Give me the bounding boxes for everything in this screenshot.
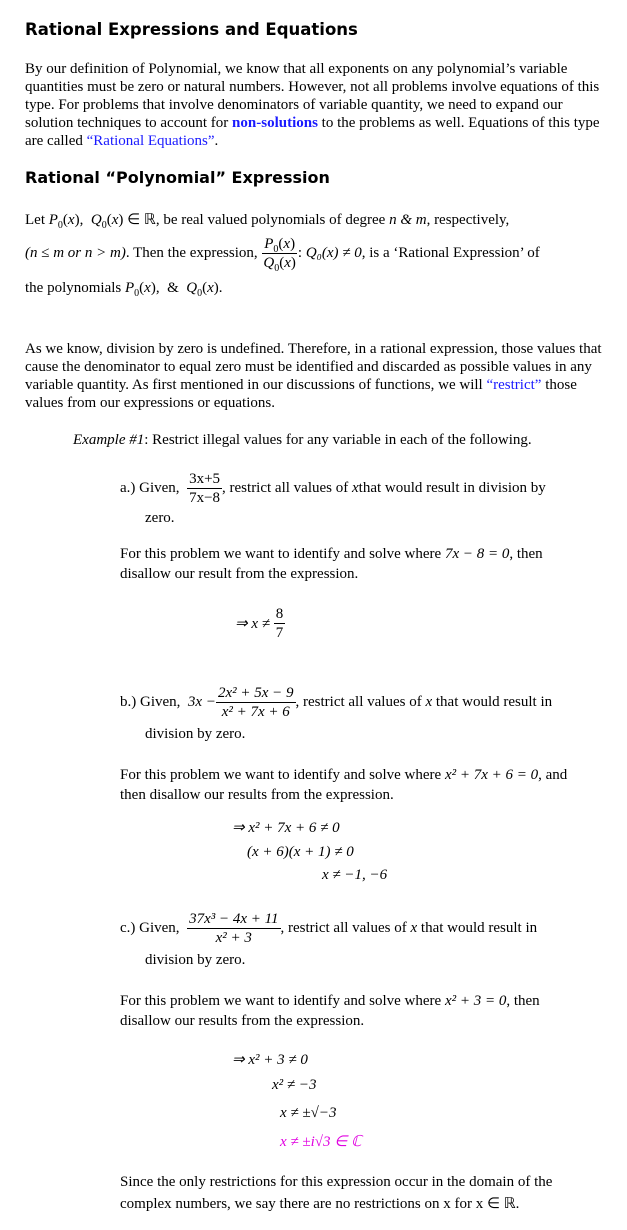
intro-text-middle: to the problems as well. Equations of this type are called [25,115,600,149]
line3-end: . [218,280,223,296]
definition-line-2-end: , is a ‘Rational Expression’ of [361,244,540,261]
part-b-explain-2: then disallow our results from the expression. [120,787,394,803]
definition-text: , be real valued polynomials of degree [155,212,386,228]
definition-end: , respectively, [426,212,510,228]
part-c-var: x [410,919,418,936]
part-b-explain-text: For this problem we want to identify and solve where [120,767,442,783]
part-b-division: division by zero. [145,726,246,742]
part-c-explain-text: For this problem we want to identify and solve where [120,993,442,1009]
part-b-step-3: x ≠ −1, −6 [322,867,388,883]
nonzero-condition: Q₀(x) ≠ 0 [305,244,362,261]
part-c-division: division by zero. [145,952,246,968]
part-c-step-2: x² ≠ −3 [272,1077,317,1093]
example-heading [73,432,532,449]
part-c-label: c.) Given, [120,919,180,936]
part-c-explain-end: , then [506,993,540,1009]
part-b-text2: that would result in [435,693,553,710]
part-a-numerator: 3x+5 [189,470,221,487]
division-text-end: those values from our expressions or equations. [25,377,577,411]
part-a-given [120,467,546,509]
part-c-step-4: x ≠ ±i√3 ∈ ℂ [280,1134,362,1150]
intro-text-end: . [214,133,219,149]
part-a-denominator: 7x−8 [189,489,221,506]
part-c-denominator: x² + 3 [215,929,252,946]
part-b-step-2: (x + 6)(x + 1) ≠ 0 [247,844,354,860]
part-a-text2: that would result in division by [358,479,546,496]
part-a-result-fraction [274,605,286,642]
part-c-given [120,906,537,950]
degree-symbols: n & m [389,212,427,228]
page-title: Rational Expressions and Equations [25,20,358,39]
part-b-fraction [216,684,296,721]
definition-line-3: the polynomials $P_0(x)$, & $Q_0(x)$. [25,280,223,299]
non-solutions-link[interactable]: non-solutions [232,115,318,131]
example-label: Example #1 [73,432,145,448]
part-b-explain-1 [120,767,567,784]
part-a-fraction [187,470,222,507]
conclusion-line-1: Since the only restrictions for this expression occur in the domain of the [120,1174,553,1190]
degree-condition: (n ≤ m or n > m) [25,244,126,261]
part-c-fraction [187,910,280,947]
division-paragraph [25,340,610,412]
restrict-link[interactable]: “restrict” [486,377,542,393]
part-b-explain-end: , and [538,767,568,783]
polynomials-text: the polynomials [25,280,122,296]
intro-text: By our definition of Polynomial, we know that all exponents on any polynomial’s variable quantities must be zero or natural numbers. However, not all problems involve equations of this type. For problems that involve denominators of variable quantity, we need to expand our solution techniques to account for [25,61,600,131]
part-a-result-lhs: ⇒ x ≠ [235,615,270,632]
part-b-label: b.) Given, [120,693,181,710]
expression-text: . Then the expression, [125,244,258,261]
rational-equations-link[interactable]: “Rational Equations” [86,133,215,149]
part-a-explain-1 [120,546,543,563]
part-b-prefix: 3x − [187,693,216,710]
part-b-denominator: x² + 7x + 6 [221,703,290,720]
part-b-equation: x² + 7x + 6 = 0 [444,767,539,783]
part-c-text2: that would result in [420,919,538,936]
part-a-equation: 7x − 8 = 0 [444,546,510,562]
let-text: Let [25,212,45,228]
definition-line-2: (n ≤ m or n > m) . Then the expression, $\frac{P_0(x)}{Q_0(x)}$ : Q₀(x) ≠ 0 , is a ‘Rational Expression’ of [25,235,540,274]
division-text: As we know, division by zero is undefined. Therefore, in a rational expression, those values that cause the denominator to equal zero must be identified and discarded as possible values in any variable quantity. As first mentioned in our discussions of functions, we will [25,341,602,393]
part-a-label: a.) Given, [120,479,180,496]
part-a-var: x [352,479,359,496]
part-b-text: , restrict all values of [295,693,422,710]
example-text: : Restrict illegal values for any variable in each of the following. [144,432,532,448]
intro-paragraph [25,60,610,150]
part-b-var: x [425,693,433,710]
part-a-explain-end: , then [509,546,543,562]
p0-symbol: P [48,212,58,228]
part-a-zero: zero. [145,510,175,526]
part-c-step-3: x ≠ ±√−3 [280,1105,337,1121]
section-subtitle: Rational “Polynomial” Expression [25,168,330,187]
conclusion-line-2: complex numbers, we say there are no restrictions on x for x ∈ ℝ. [120,1196,520,1212]
part-a-explain-text: For this problem we want to identify and solve where [120,546,442,562]
part-b-given [120,681,552,723]
rational-expression-fraction: $\frac{P_0(x)}{Q_0(x)}$ [263,235,296,274]
part-c-text: , restrict all values of [280,919,407,936]
part-b-numerator: 2x² + 5x − 9 [217,684,294,701]
part-a-result-num: 8 [275,605,284,622]
part-c-explain-2: disallow our results from the expression. [120,1013,365,1029]
part-a-explain-2: disallow our result from the expression. [120,566,359,582]
part-c-explain-1 [120,993,540,1010]
definition-line-1: Let $P_0(x)$, $Q_0(x)$ ∈ ℝ, be real valued polynomials of degree n & m, respectively, [25,212,510,231]
part-a-result-den: 7 [275,624,284,641]
part-b-step-1: ⇒ x² + 7x + 6 ≠ 0 [232,820,340,836]
part-c-equation: x² + 3 = 0 [444,993,507,1009]
part-a-result [235,603,285,643]
part-c-numerator: 37x³ − 4x + 11 [189,910,279,927]
part-c-step-1: ⇒ x² + 3 ≠ 0 [232,1052,308,1068]
part-a-text: , restrict all values of [222,479,349,496]
